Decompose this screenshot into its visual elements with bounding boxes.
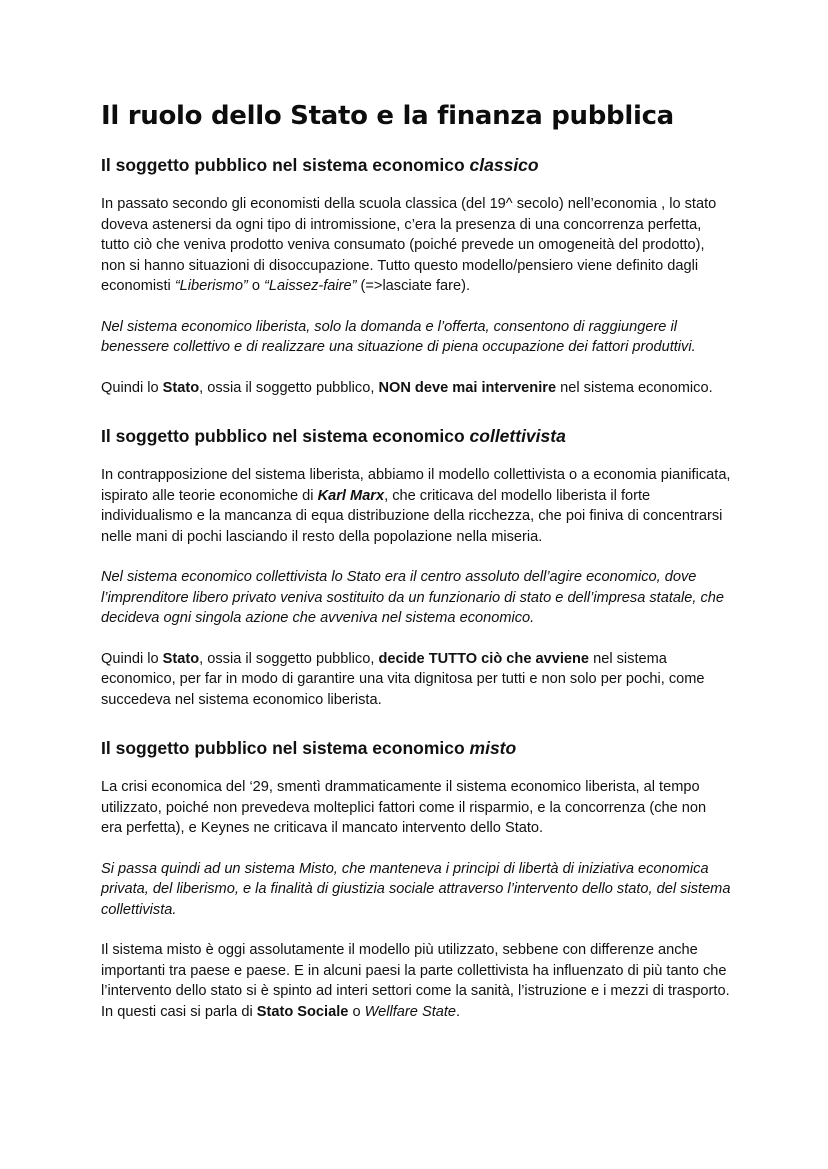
heading-text: Il soggetto pubblico nel sistema economico [101, 155, 470, 175]
bold-term-stato-sociale: Stato Sociale [256, 1003, 349, 1020]
heading-text: Il soggetto pubblico nel sistema economico [101, 426, 470, 446]
text-run: , ossia il soggetto pubblico, [199, 379, 379, 396]
paragraph-misto-intro: La crisi economica del ‘29, smentì drammaticamente il sistema economico liberista, al tempo utilizzato, poiché non prevedeva molteplici fattori come il risparmio, e la concorrenza (che non era perfetta), e Keynes ne criticava il mancato intervento dello Stato. [101, 779, 707, 836]
heading-emphasis: misto [469, 738, 517, 758]
paragraph-classico-conclusion [101, 378, 731, 399]
italic-term-wellfare-state: Wellfare State [364, 1003, 457, 1020]
heading-text: Il soggetto pubblico nel sistema economico [101, 738, 470, 758]
bold-term-decide-tutto: decide TUTTO ciò che avviene [378, 650, 590, 667]
text-run: Il sistema misto è oggi assolutamente il modello più utilizzato, sebbene con differenze anche importanti tra paese e paese. E in alcuni paesi la parte collettivista ha influenzato di più tanto che l’intervento dello stato si è spinto ad interi settori come la sanità, l’istruzione e i mezzi di trasporto. In questi casi si parla di [101, 942, 730, 1020]
heading-emphasis: collettivista [469, 426, 566, 446]
text-run: o [247, 278, 265, 294]
section-collettivista [101, 424, 731, 710]
bold-term-non-intervenire: NON deve mai intervenire [378, 379, 557, 396]
text-run: nel sistema economico, per far in modo di garantire una vita dignitosa per tutti e non solo per pochi, come succedeva nel sistema economico liberista. [101, 650, 705, 708]
italic-term-laissez-faire: “Laissez-faire” [264, 278, 357, 294]
text-run: (=>lasciate fare). [356, 278, 471, 294]
document-title: Il ruolo dello Stato e la finanza pubblica [101, 101, 674, 131]
section-misto [101, 736, 731, 1022]
bold-term-stato: Stato [162, 650, 200, 667]
document-page [101, 96, 731, 1042]
text-run: , ossia il soggetto pubblico, [199, 650, 379, 667]
paragraph-misto-conclusion [101, 940, 731, 1022]
paragraph-collettivista-conclusion [101, 649, 731, 711]
text-run: , che criticava del modello liberista il forte individualismo e la mancanza di equa distribuzione della ricchezza, che poi finiva di concentrarsi nelle mani di pochi lasciando il resto della popolazione nella miseria. [101, 487, 723, 545]
section-heading-misto [101, 736, 731, 760]
text-run: In contrapposizione del sistema liberista, abbiamo il modello collettivista o a economia pianificata, ispirato alle teorie economiche di [101, 467, 731, 504]
paragraph-classico-intro [101, 194, 731, 297]
text-run: . [456, 1003, 461, 1020]
paragraph-classico-summary: Nel sistema economico liberista, solo la domanda e l’offerta, consentono di raggiungere il benessere collettivo e di realizzare una situazione di piena occupazione dei fattori produttivi. [101, 318, 696, 355]
section-heading-collettivista [101, 424, 731, 448]
italic-term-liberismo: “Liberismo” [174, 278, 248, 294]
bold-term-stato: Stato [162, 379, 200, 396]
section-classico [101, 153, 731, 398]
text-run: Quindi lo [101, 379, 163, 396]
text-run: Quindi lo [101, 650, 163, 667]
paragraph-misto-summary: Si passa quindi ad un sistema Misto, che manteneva i principi di libertà di iniziativa economica privata, del liberismo, e la finalità di giustizia sociale attraverso l’intervento dello stato, del sistema collettivista. [101, 860, 731, 918]
paragraph-collettivista-summary: Nel sistema economico collettivista lo Stato era il centro assoluto dell’agire economico, dove l’imprenditore libero privato veniva sostituito da un funzionario di stato e dell’impresa statale, che decideva ogni singola azione che avveniva nel sistema economico. [101, 569, 724, 626]
text-run: In passato secondo gli economisti della scuola classica (del 19^ secolo) nell’economia , lo stato doveva astenersi da ogni tipo di intromissione, c’era la presenza di una concorrenza perfetta, tutto ciò che veniva prodotto veniva consumato (poiché prevede un omogeneità del prodotto), non si hanno situazioni di disoccupazione. Tutto questo modello/pensiero viene definito dagli economisti [101, 196, 717, 294]
section-heading-classico [101, 153, 731, 177]
paragraph-collettivista-intro [101, 465, 731, 547]
text-run: nel sistema economico. [556, 379, 713, 396]
text-run: o [348, 1003, 365, 1020]
bold-italic-term-karl-marx: Karl Marx [317, 487, 385, 504]
heading-emphasis: classico [469, 155, 539, 175]
